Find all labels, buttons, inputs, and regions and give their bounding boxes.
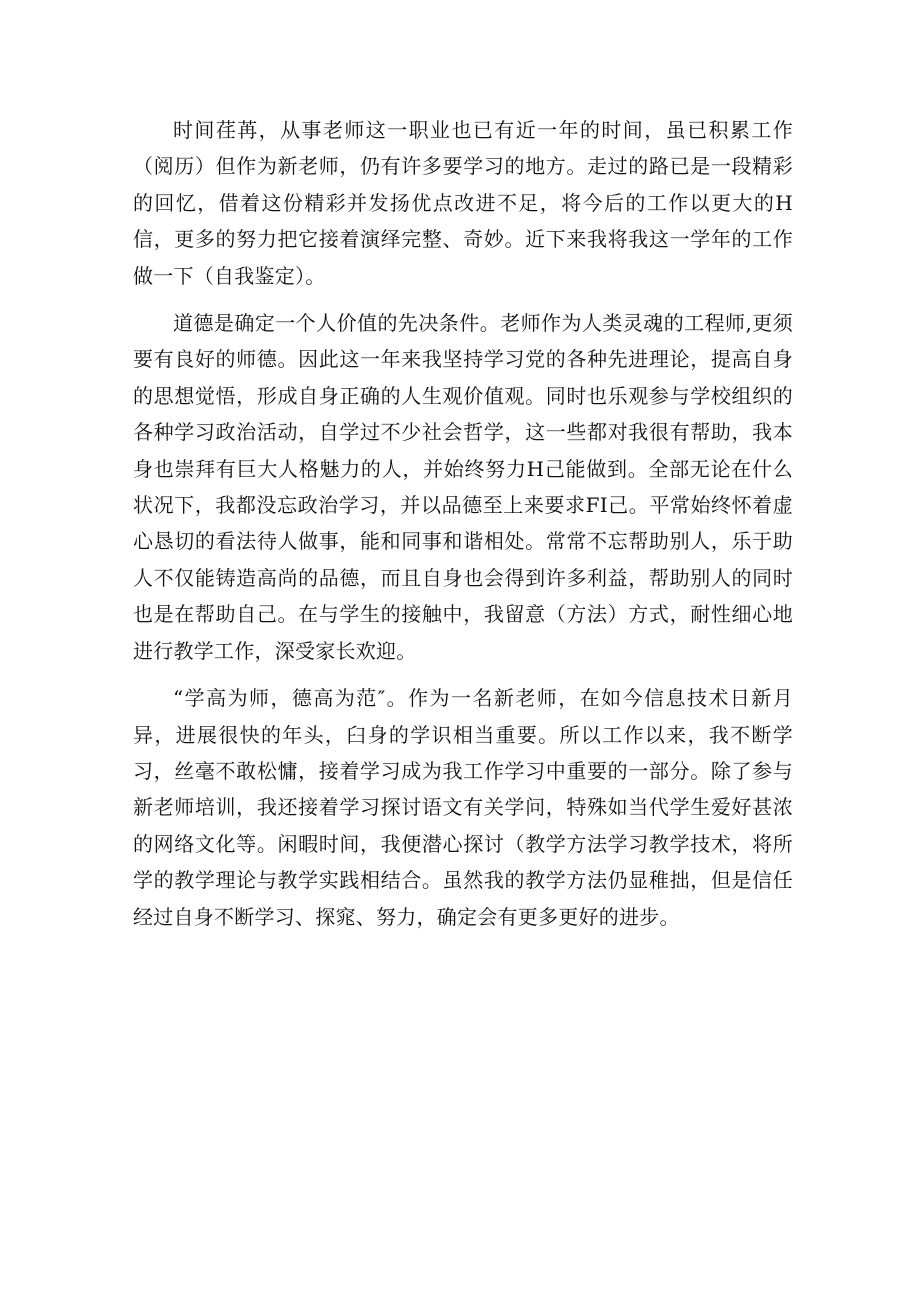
document-body — [133, 112, 793, 946]
paragraph-2: 道德是确定一个人价值的先决条件。老师作为人类灵魂的工程师,更须要有良好的师德。因此这一年来我坚持学习党的各种先进理论，提高自身的思想觉悟，形成自身正确的人生观价值观。同时也乐观参与学校组织的各种学习政治活动，自学过不少社会哲学，这一些都对我很有帮助，我本身也崇拜有巨大人格魅力的人，并始终努力H己能做到。全部无论在什么状况下，我都没忘政治学习，并以品德至上来要求FI己。平常始终怀着虚心恳切的看法待人做事，能和同事和谐相处。常常不忘帮助别人，乐于助人不仅能铸造高尚的品德，而且自身也会得到许多利益，帮助别人的同时也是在帮助自己。在与学生的接触中，我留意（方法）方式，耐性细心地进行教学工作，深受家长欢迎。 — [133, 311, 793, 663]
paragraph-1: 时间荏苒，从事老师这一职业也已有近一年的时间，虽已积累工作（阅历）但作为新老师，仍有许多要学习的地方。走过的路已是一段精彩的回忆，借着这份精彩并发扬优点改进不足，将今后的工作以更大的H信，更多的努力把它接着演绎完整、奇妙。近下来我将我这一学年的工作做一下（自我鉴定）。 — [133, 118, 793, 288]
paragraph-3: “学高为师，德高为范″。作为一名新老师，在如今信息技术日新月异，进展很快的年头，臼身的学识相当重要。所以工作以来，我不断学习，丝毫不敢松慵，接着学习成为我工作学习中重要的一部分。除了参与新老师培训，我还接着学习探讨语文有关学问，特殊如当代学生爱好甚浓的网络文化等。闲暇时间，我便潜心探讨（教学方法学习教学技术，将所学的教学理论与教学实践相结合。虽然我的教学方法仍显稚拙，但是信任经过自身不断学习、探窕、努力，确定会有更多更好的进步。 — [133, 686, 793, 929]
